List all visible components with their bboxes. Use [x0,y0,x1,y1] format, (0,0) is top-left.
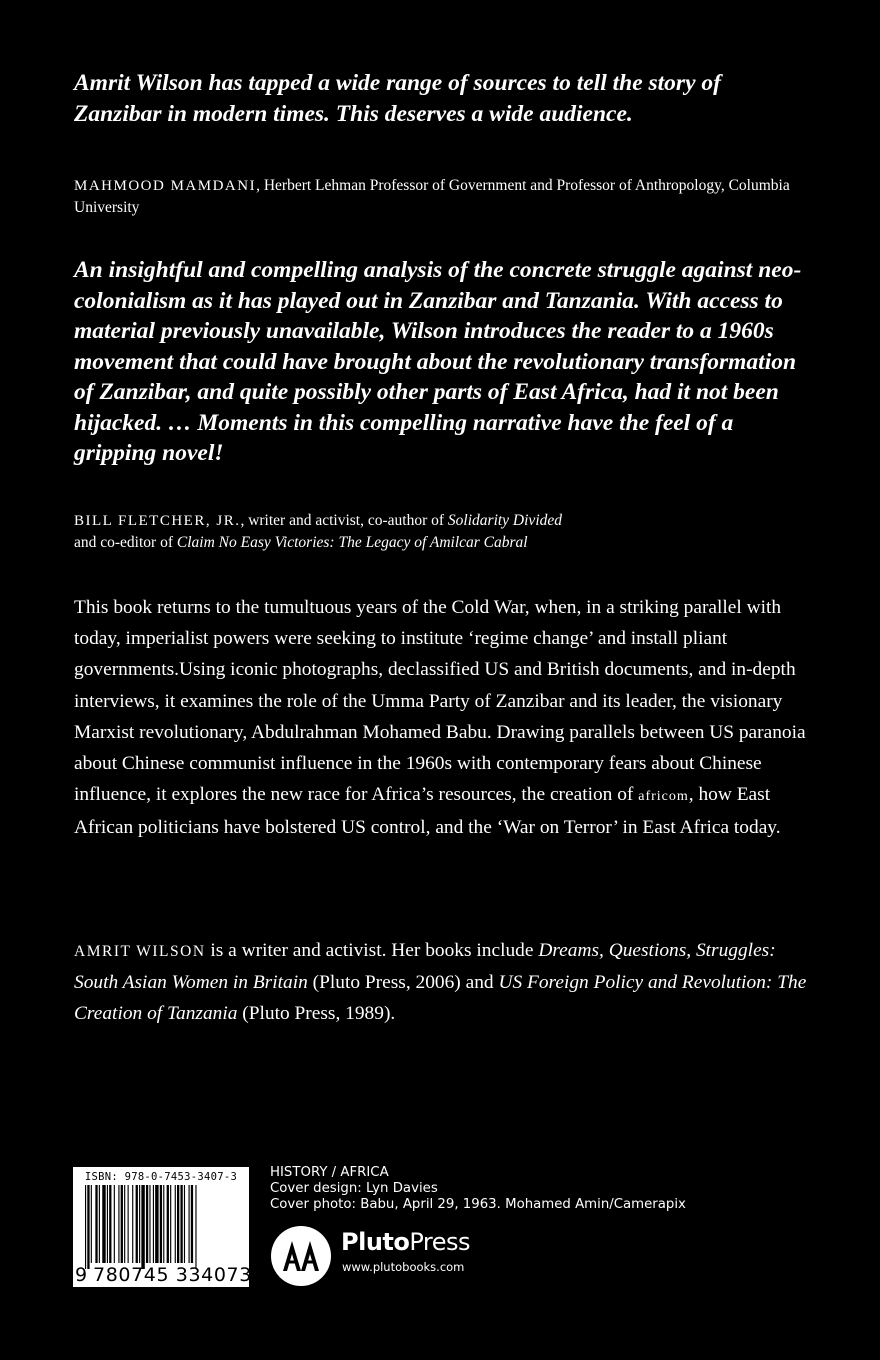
attribution-role: and co-editor of [74,534,177,551]
barcode-bar [155,1185,158,1263]
barcode-bar [191,1185,193,1263]
attribution-author: MAHMOOD MAMDANI [74,178,257,194]
barcode-bar [128,1185,129,1263]
barcode-bar [87,1185,89,1269]
barcode-bar [136,1185,138,1263]
barcode-bar [85,1185,86,1269]
barcode-bar [184,1185,185,1263]
bio-text: is a writer and activist. Her books include [205,940,539,961]
barcode-bar [189,1185,190,1263]
isbn-digit-groups: 780745 334073 [93,1264,252,1286]
isbn-label: ISBN: 978-0-7453-3407-3 [84,1171,238,1183]
barcode-bar [167,1185,169,1263]
description-text: , how East African politicians have bolstered US control, and the ‘War on Terror’ in East Africa today. [74,784,781,839]
barcode-bar [118,1185,119,1263]
bio-text: (Pluto Press, 1989). [237,1003,396,1024]
category: HISTORY / AFRICA [270,1165,389,1180]
barcode-bar [149,1185,150,1263]
barcode-bar [132,1185,133,1263]
isbn-number [93,1264,275,1286]
barcode-bar [139,1185,140,1263]
book-title: Dreams, Questions, Struggles: South Asian Women in Britain [74,940,776,993]
barcode-bar [163,1185,164,1263]
cover-photo-credit: Cover photo: Babu, April 29, 1963. Mohamed Amin/Camerapix [270,1197,686,1212]
barcode-bar [95,1185,97,1263]
book-description [74,592,814,844]
book-title: US Foreign Policy and Revolution: The Creation of Tanzania [74,972,807,1024]
book-title: Solidarity Divided [447,512,562,529]
attribution-fletcher [74,510,814,553]
isbn-barcode [73,1167,276,1287]
barcode-bar [175,1185,176,1263]
barcode-bar [146,1185,148,1263]
quote-mamdani: Amrit Wilson has tapped a wide range of sources to tell the story of Zanzibar in modern times. This deserves a wide audience. [74,70,721,127]
publisher-url: www.plutobooks.com [342,1260,465,1274]
publisher-name-bold: Pluto [341,1228,410,1256]
description-text: This book returns to the tumultuous years of the Cold War, when, in a striking parallel with today, imperialist powers were seeking to institute ‘regime change’ and install pliant governments.Using iconic photographs, declassified US and British documents, and in-depth interviews, it examines the role of the Umma Party of Zanzibar and its leader, the visionary Marxist revolutionary, Abdulrahman Mohamed Babu. Drawing parallels between US paranoia about Chinese communist influence in the 1960s with contemporary fears about Chinese influence, it explores the new race for Africa’s resources, the creation of [74,597,806,806]
barcode-bar [170,1185,171,1263]
attribution-mamdani [74,175,814,218]
acronym-africom: africom [638,789,689,805]
cover-credits [270,1165,686,1213]
barcode-bar [91,1185,92,1263]
pluto-press-logo-icon [270,1225,332,1287]
attribution-author: BILL FLETCHER, JR. [74,513,241,529]
author-name: AMRIT WILSON [74,943,206,960]
isbn-arrow: > [258,1264,276,1286]
attribution-role: , writer and activist, co-author of [240,512,448,529]
barcode-bar [141,1185,144,1269]
barcode-bar [177,1185,179,1263]
barcode-bar [195,1185,196,1269]
barcode-bar [102,1185,105,1263]
barcode-bar [124,1185,125,1263]
cover-design-credit: Cover design: Lyn Davies [270,1181,438,1196]
attribution-role: , Herbert Lehman Professor of Government and Professor of Anthropology, Columbia University [74,177,790,216]
author-bio [74,935,814,1029]
barcode-bar [180,1185,182,1263]
barcode-bar [160,1185,162,1263]
publisher-name-light: Press [409,1228,471,1256]
isbn-first-digit: 9 [75,1264,88,1286]
bio-text: (Pluto Press, 2006) and [307,972,499,993]
barcode-bar [109,1185,111,1263]
barcode-bar [107,1185,108,1263]
quote-fletcher: An insightful and compelling analysis of the concrete struggle against neo-colonialism as it has played out in Zanzibar and Tanzania. With access to material previously unavailable, Wilson introduces the reader to a 1960s movement that could have brought about the revolutionary transformation of Zanzibar, and quite possibly other parts of East Africa, had it not been hijacked. … Moments in this compelling narrative have the feel of a gripping novel! [74,257,802,466]
barcode-bar [99,1185,100,1263]
barcode-bar [153,1185,154,1263]
book-title: Claim No Easy Victories: The Legacy of Amilcar Cabral [176,534,528,551]
publisher-name [341,1228,470,1256]
barcode-bar [121,1185,123,1263]
barcode-bar [114,1185,115,1263]
